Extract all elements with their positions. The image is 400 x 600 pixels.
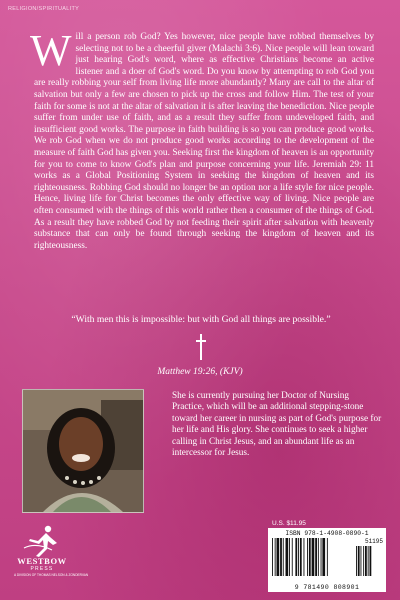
- author-bio: She is currently pursuing her Doctor of Nursing Practice, which will be an additional stepping-stone toward her career in nursing as part of God's purpose for her life and His glory. She continues to seek a higher calling in Christ Jesus, and an abundant life as an intercessor for Jesus.: [172, 391, 382, 459]
- publisher-sub: PRESS: [30, 566, 54, 572]
- cross-icon: [195, 334, 207, 360]
- runner-icon: [22, 524, 62, 558]
- barcode-digits: 9 781490 808901: [294, 584, 360, 591]
- publisher-name: WESTBOW: [17, 556, 67, 566]
- drop-cap: W: [30, 26, 72, 75]
- isbn-number: ISBN 978-1-4908-0890-1: [285, 530, 369, 537]
- publisher-tagline: A DIVISION OF THOMAS NELSON & ZONDERVAN: [14, 573, 89, 577]
- scripture-quote: “With men this is impossible: but with God all things are possible.”: [71, 314, 331, 325]
- back-cover-text: [30, 26, 374, 252]
- barcode: [268, 528, 386, 592]
- author-photo: [22, 389, 144, 513]
- publisher-logo: [14, 524, 89, 594]
- body-paragraph: ill a person rob God? Yes however, nice people have robbed themselves by selecting not to be a cheerful giver (Malachi 3:6). Nice people will lean toward just hearing God's word, where as effective Christians become an active listener and a doer of God's word. Do you know by attempting to rob God you are really robbing your self from living life more abundantly? Many are call to the altar of salvation but only a few are chosen to pick up the cross and follow Him. The test of your faith for some is not at the altar of salvation it is after leaving the benediction. Nice people suffer from under use of faith, and as a result they suffer from undeveloped faith, and insufficient good works. The purpose in faith building is so you can produce good works. We rob God when we do not produce good works according to the development of the measure of faith God has given you. Seeking first the kingdom of heaven is an opportunity for you to come to know God's plan and purpose concerning your life. Jeremiah 29: 11 works as a Global Positioning System in seeking the kingdom of heaven and its righteousness. Robbing God should no longer be an option nor a life style for nice people. Hence, living life for Christ becomes the only effective way of living. Nice people are often consumed with the things of this world rather then a consumer of the things of God. As a result they have robbed God by not feeding their spirit after salvation with heavenly substance that can only be found through seeking the kingdom of heaven and its righteousness.: [34, 32, 374, 251]
- genre-label: RELIGION/SPIRITUALITY: [8, 6, 80, 12]
- price-label: U.S. $11.95: [272, 520, 306, 527]
- scripture-citation: Matthew 19:26, (KJV): [157, 367, 243, 377]
- barcode-addon: 51195: [364, 538, 383, 545]
